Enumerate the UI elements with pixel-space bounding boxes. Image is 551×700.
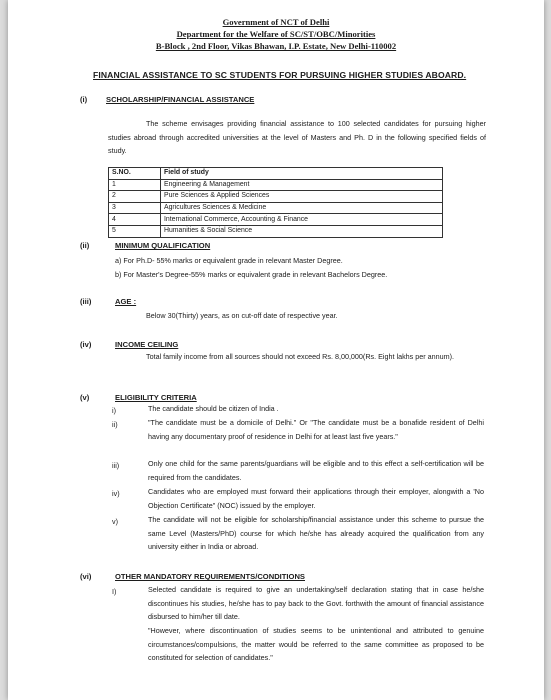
table-cell-field: Engineering & Management (161, 179, 443, 191)
table-row (109, 225, 443, 237)
table-header-sno: S.NO. (109, 168, 161, 180)
table-row (109, 214, 443, 226)
table-cell-sno: 4 (109, 214, 161, 226)
criteria-1-number: i) (112, 406, 116, 415)
section-4-number: (iv) (80, 340, 92, 349)
income-text: Total family income from all sources should not exceed Rs. 8,00,000(Rs. Eight lakhs per annum). (146, 352, 455, 361)
criteria-4-number: iv) (112, 489, 120, 498)
table-header-row (109, 168, 443, 180)
section-4-heading: INCOME CEILING (115, 340, 179, 349)
criteria-5-text: The candidate will not be eligible for scholarship/financial assistance under this scheme to pursue the same Level (Masters/PhD) course for which he/she has already acquired the qualification from any university either in India or abroad. (148, 515, 484, 552)
table-row (109, 202, 443, 214)
qualification-a: a) For Ph.D- 55% marks or equivalent grade in relevant Master Degree. (115, 256, 343, 265)
table-cell-sno: 2 (109, 191, 161, 203)
section-6-number: (vi) (80, 572, 92, 581)
header-department: Department for the Welfare of SC/ST/OBC/Minorities (176, 29, 376, 39)
section-3-heading: AGE : (115, 297, 137, 306)
document-page (8, 0, 544, 700)
qualification-b: b) For Master's Degree-55% marks or equivalent grade in relevant Bachelors Degree. (115, 270, 388, 279)
criteria-1-text: The candidate should be citizen of India . (148, 404, 279, 413)
fields-of-study-table (108, 167, 443, 238)
table-cell-field: Agricultures Sciences & Medicine (161, 202, 443, 214)
criteria-2-text: "The candidate must be a domicile of Delhi." Or "The candidate must be a bonafide resident of Delhi having any documentary proof of residence in Delhi for at least last five years." (148, 418, 484, 441)
condition-1-number: I) (112, 587, 117, 596)
section-6-heading: OTHER MANDATORY REQUIREMENTS/CONDITIONS (115, 572, 305, 581)
table-row (109, 179, 443, 191)
criteria-2-number: ii) (112, 420, 118, 429)
header-government: Government of NCT of Delhi (222, 17, 330, 27)
section-1-heading: SCHOLARSHIP/FINANCIAL ASSISTANCE (106, 95, 255, 104)
section-2-heading: MINIMUM QUALIFICATION (115, 241, 211, 250)
section-5-number: (v) (80, 393, 90, 402)
table-cell-field: International Commerce, Accounting & Finance (161, 214, 443, 226)
section-2-number: (ii) (80, 241, 90, 250)
table-cell-field: Pure Sciences & Applied Sciences (161, 191, 443, 203)
table-cell-sno: 5 (109, 225, 161, 237)
table-header-field: Field of study (161, 168, 443, 180)
condition-1-note: "However, where discontinuation of studies seems to be unintentional and attributed to genuine circumstances/compulsions, the matter would be referred to the same committee as proposed to be constituted for selection of candidates." (148, 626, 484, 663)
condition-1-text: Selected candidate is required to give an undertaking/self declaration stating that in case he/she discontinues his studies, he/she has to pay back to the Govt. forthwith the amount of financial assistance disbursed to him/her till date. (148, 585, 484, 622)
section-1-number: (i) (80, 95, 88, 104)
document-title: FINANCIAL ASSISTANCE TO SC STUDENTS FOR PURSUING HIGHER STUDIES ABOARD. (93, 70, 467, 80)
section-3-number: (iii) (80, 297, 92, 306)
criteria-3-number: iii) (112, 461, 120, 470)
table-cell-sno: 1 (109, 179, 161, 191)
age-text: Below 30(Thirty) years, as on cut-off date of respective year. (146, 311, 338, 320)
table-row (109, 191, 443, 203)
table-cell-field: Humanities & Social Science (161, 225, 443, 237)
criteria-4-text: Candidates who are employed must forward their applications through their employer, alongwith a 'No Objection Certificate" (NOC) issued by the employer. (148, 487, 484, 510)
table-cell-sno: 3 (109, 202, 161, 214)
header-address: B-Block , 2nd Floor, Vikas Bhawan, I.P. Estate, New Delhi-110002 (155, 41, 397, 51)
section-1-text: The scheme envisages providing financial assistance to 100 selected candidates for pursuing higher studies abroad through accredited universities at the level of Masters and Ph. D in the following specified fields of study. (108, 119, 486, 155)
criteria-5-number: v) (112, 517, 118, 526)
section-5-heading: ELIGIBILITY CRITERIA (115, 393, 197, 402)
criteria-3-text: Only one child for the same parents/guardians will be eligible and to this effect a self-certification will be required from the candidates. (148, 459, 484, 482)
